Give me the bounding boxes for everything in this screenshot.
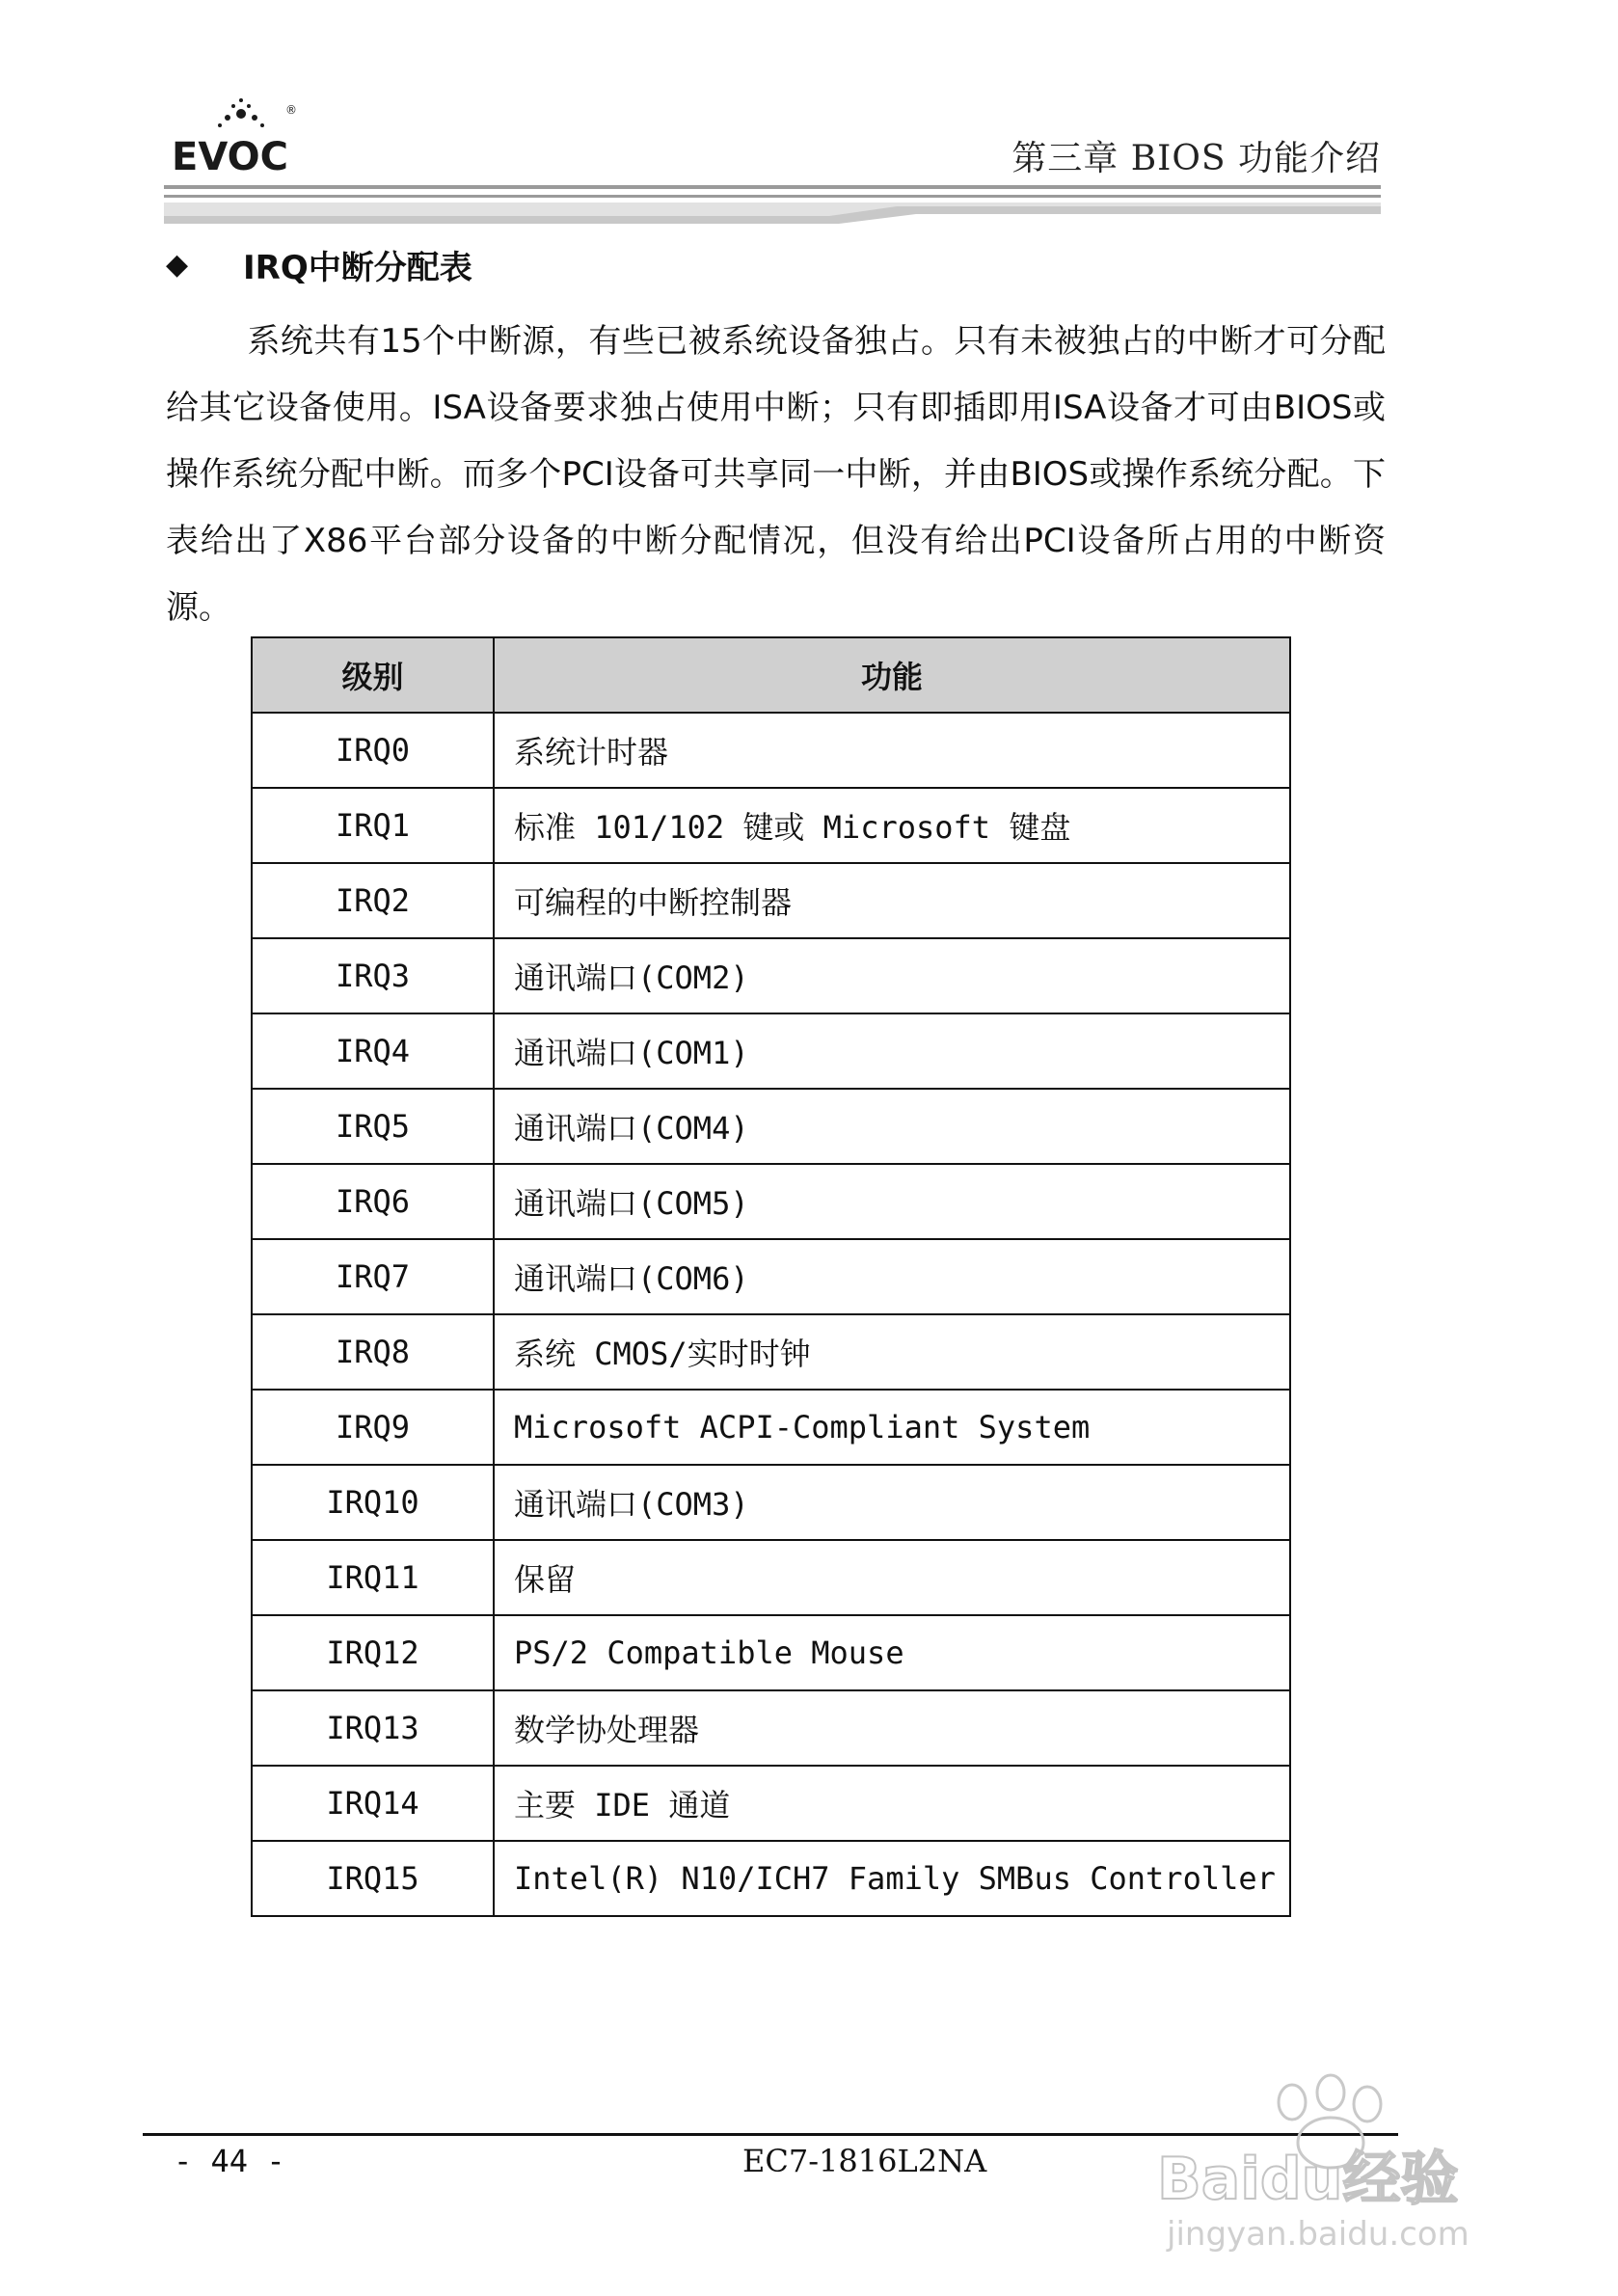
model-number: EC7-1816L2NA xyxy=(742,2143,987,2179)
irq-function-cell: 标准 101/102 键或 Microsoft 键盘 xyxy=(494,788,1290,863)
page-number: - 44 - xyxy=(174,2143,285,2179)
table-row xyxy=(252,938,1290,1013)
logo-spark-icon xyxy=(218,98,264,127)
table-row xyxy=(252,1089,1290,1164)
irq-function-cell: 系统 CMOS/实时时钟 xyxy=(494,1314,1290,1390)
irq-level-cell: IRQ13 xyxy=(252,1690,494,1766)
table-row xyxy=(252,1615,1290,1690)
irq-function-cell: PS/2 Compatible Mouse xyxy=(494,1615,1290,1690)
table-row xyxy=(252,1465,1290,1540)
irq-function-cell: Microsoft ACPI-Compliant System xyxy=(494,1390,1290,1465)
table-row xyxy=(252,1013,1290,1089)
svg-text:®: ® xyxy=(285,103,297,117)
table-row xyxy=(252,1314,1290,1390)
irq-function-cell: 通讯端口(COM6) xyxy=(494,1239,1290,1314)
irq-level-cell: IRQ12 xyxy=(252,1615,494,1690)
logo-text: EVOC xyxy=(172,135,288,179)
table-row xyxy=(252,788,1290,863)
table-row xyxy=(252,1164,1290,1239)
table-row xyxy=(252,1390,1290,1465)
irq-function-cell: 主要 IDE 通道 xyxy=(494,1766,1290,1841)
irq-level-cell: IRQ14 xyxy=(252,1766,494,1841)
irq-level-cell: IRQ2 xyxy=(252,863,494,938)
irq-function-cell: 通讯端口(COM2) xyxy=(494,938,1290,1013)
irq-level-cell: IRQ0 xyxy=(252,713,494,788)
table-row xyxy=(252,863,1290,938)
table-row xyxy=(252,1690,1290,1766)
table-row xyxy=(252,713,1290,788)
irq-function-cell: 保留 xyxy=(494,1540,1290,1615)
body-text: 系统共有15个中断源，有些已被系统设备独占。只有未被独占的中断才可分配给其它设备使用。ISA设备要求独占使用中断；只有即插即用ISA设备才可由BIOS或操作系统分配中断。而多个PCI设备可共享同一中断，并由BIOS或操作系统分配。下表给出了X86平台部分设备的中断分配情况，但没有给出PCI设备所占用的中断资源。 xyxy=(166,322,1386,627)
irq-function-cell: 通讯端口(COM4) xyxy=(494,1089,1290,1164)
irq-function-cell: 通讯端口(COM5) xyxy=(494,1164,1290,1239)
header-rule xyxy=(164,185,1381,230)
irq-table xyxy=(251,636,1291,1917)
irq-level-cell: IRQ5 xyxy=(252,1089,494,1164)
chapter-title: 第三章 BIOS 功能介绍 xyxy=(1011,139,1381,178)
table-row xyxy=(252,1540,1290,1615)
irq-level-cell: IRQ3 xyxy=(252,938,494,1013)
irq-function-cell: 数学协处理器 xyxy=(494,1690,1290,1766)
irq-function-cell: 通讯端口(COM3) xyxy=(494,1465,1290,1540)
table-header-row xyxy=(252,637,1290,713)
table-row xyxy=(252,1841,1290,1916)
irq-function-cell: 通讯端口(COM1) xyxy=(494,1013,1290,1089)
diamond-bullet-icon: ◆ xyxy=(166,248,189,282)
watermark-brand: Baidu经验 xyxy=(1157,2146,1459,2213)
evoc-logo xyxy=(172,95,297,181)
irq-function-cell: 可编程的中断控制器 xyxy=(494,863,1290,938)
section-heading-text: IRQ中断分配表 xyxy=(243,249,472,287)
irq-level-cell: IRQ15 xyxy=(252,1841,494,1916)
irq-level-cell: IRQ6 xyxy=(252,1164,494,1239)
irq-level-cell: IRQ4 xyxy=(252,1013,494,1089)
irq-function-cell: 系统计时器 xyxy=(494,713,1290,788)
header-level: 级别 xyxy=(252,637,494,713)
table-row xyxy=(252,1766,1290,1841)
irq-level-cell: IRQ9 xyxy=(252,1390,494,1465)
watermark-url: jingyan.baidu.com xyxy=(1167,2215,1470,2254)
irq-level-cell: IRQ1 xyxy=(252,788,494,863)
irq-level-cell: IRQ8 xyxy=(252,1314,494,1390)
irq-level-cell: IRQ11 xyxy=(252,1540,494,1615)
irq-function-cell: Intel(R) N10/ICH7 Family SMBus Controller xyxy=(494,1841,1290,1916)
irq-level-cell: IRQ7 xyxy=(252,1239,494,1314)
table-row xyxy=(252,1239,1290,1314)
baidu-watermark xyxy=(1147,2064,1552,2256)
body-paragraph xyxy=(166,309,1386,641)
irq-level-cell: IRQ10 xyxy=(252,1465,494,1540)
section-heading xyxy=(166,241,472,288)
header-function: 功能 xyxy=(494,637,1290,713)
